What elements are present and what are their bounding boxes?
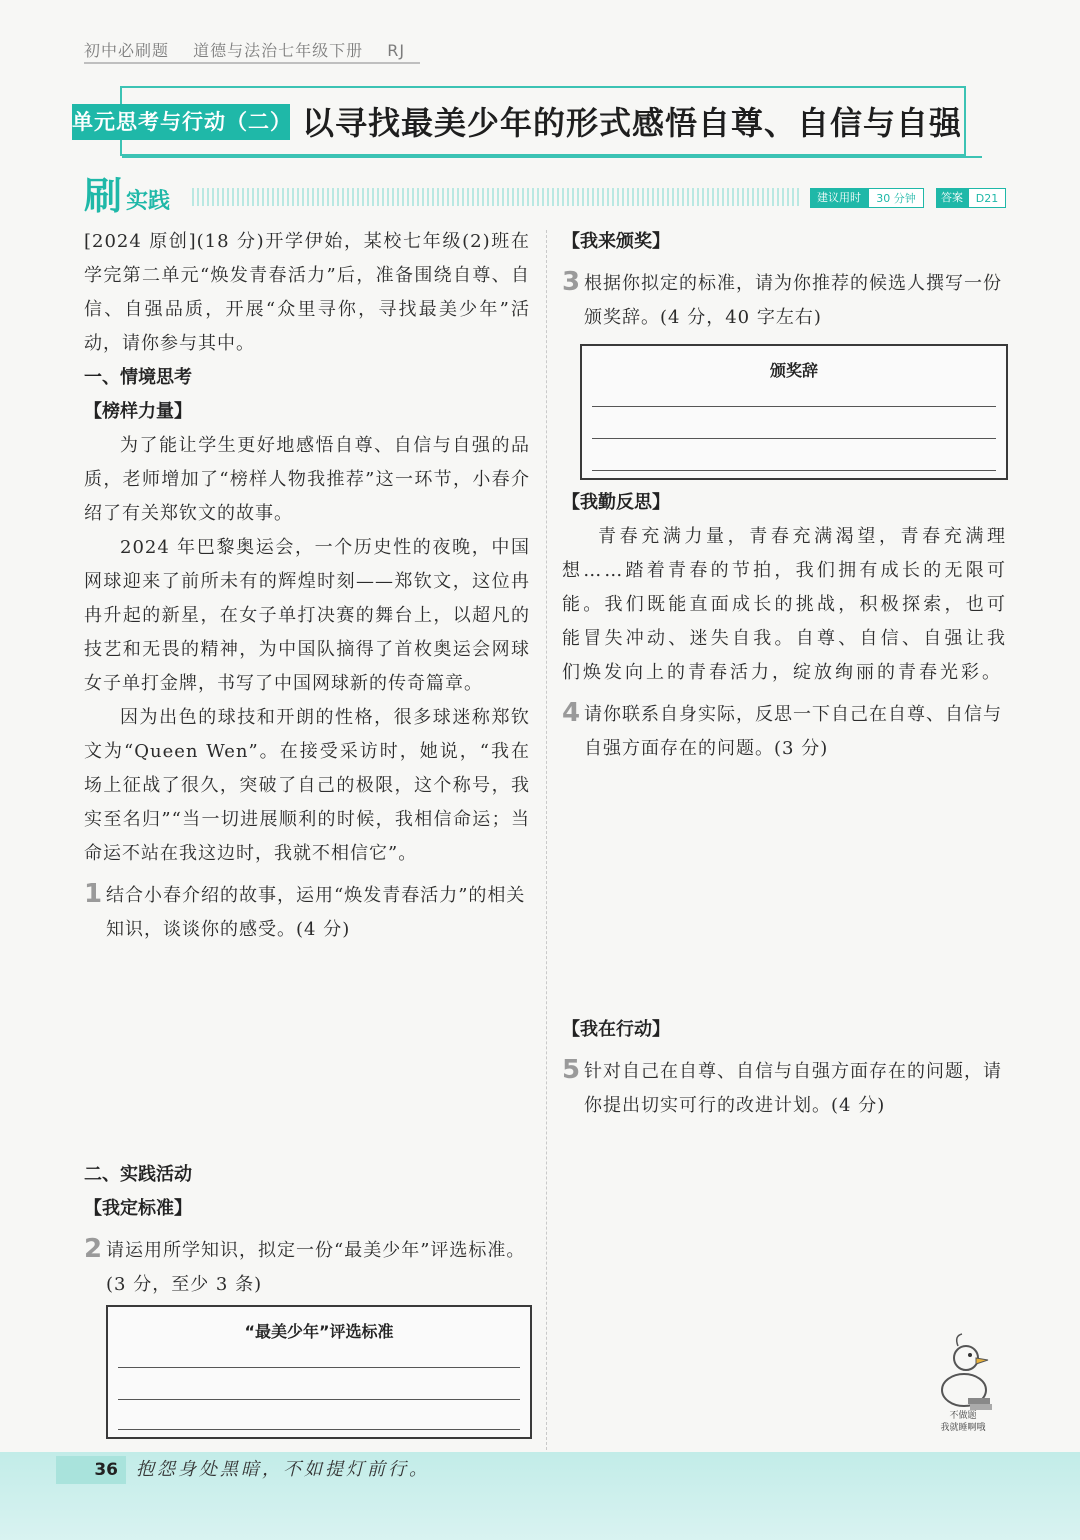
shua-logo-icon: 刷 (84, 174, 123, 218)
mascot-caption (918, 1410, 1008, 1434)
question-text: 请运用所学知识，拟定一份“最美少年”评选标准。(3 分，至少 3 条) (106, 1240, 526, 1295)
story-paragraph-1: 为了能让学生更好地感悟自尊、自信与自强的品质，老师增加了“榜样人物我推荐”这一环节，小春介绍了有关郑钦文的故事。 (84, 435, 530, 524)
right-column-top (562, 225, 1008, 335)
reflect-paragraph: 青春充满力量，青春充满渴望，青春充满理想……踏着青春的节拍，我们拥有成长的无限可能。我们既能直面成长的挑战，积极探索，也可能冒失冲动、迷失自我。自尊、自信、自强让我们焕发向上的青春活力，绽放绚丽的青春光彩。 (562, 526, 1008, 683)
part2-heading: 二、实践活动 (84, 1164, 192, 1185)
mascot-caption-line2: 我就睡啊哦 (940, 1423, 986, 1433)
subheading-set-standard: 【我定标准】 (84, 1198, 192, 1219)
page-title: 以寻找最美少年的形式感悟自尊、自信与自强 (302, 104, 963, 142)
intro-paragraph: [2024 原创](18 分)开学伊始，某校七年级(2)班在学完第二单元“焕发青春活力”后，准备围绕自尊、自信、自强品质，开展“众里寻你，寻找最美少年”活动，请你参与其中。 (84, 231, 530, 354)
question-number: 1 (84, 879, 103, 909)
award-speech-box[interactable] (580, 344, 1008, 480)
story-paragraph-2: 2024 年巴黎奥运会，一个历史性的夜晚，中国网球迎来了前所未有的辉煌时刻——郑钦文，这位冉冉升起的新星，在女子单打决赛的舞台上，以超凡的技艺和无畏的精神，为中国队摘得了首枚奥运会网球女子单打金牌，书写了中国网球新的传奇篇章。 (84, 537, 530, 694)
edition-code: RJ (387, 41, 406, 60)
subject-name: 道德与法治七年级下册 (193, 41, 364, 60)
question-number: 3 (562, 267, 581, 297)
question-1 (84, 879, 530, 947)
question-3 (562, 267, 1008, 335)
running-header (84, 38, 423, 61)
question-text: 根据你拟定的标准，请为你推荐的候选人撰写一份颁奖辞。(4 分，40 字左右) (584, 273, 1002, 328)
header-underline (84, 62, 420, 64)
answer-line (118, 1429, 520, 1430)
part1-heading: 一、情境思考 (84, 367, 192, 388)
answer-line (118, 1399, 520, 1400)
time-value: 30 分钟 (868, 188, 924, 208)
answer-line (592, 470, 996, 471)
subheading-role-model: 【榜样力量】 (84, 401, 192, 422)
question-4 (562, 698, 1008, 766)
right-column-bottom (562, 1013, 1008, 1123)
section-label: 实践 (126, 189, 171, 214)
answer-box-title: 颁奖辞 (769, 361, 818, 380)
footer-motto: 抱怨身处黑暗，不如提灯前行。 (136, 1459, 430, 1480)
answer-page: D21 (968, 188, 1006, 208)
answer-line (592, 438, 996, 439)
answer-box-title: “最美少年”评选标准 (244, 1322, 394, 1341)
unit-badge: 单元思考与行动（二） (72, 104, 290, 140)
left-column (84, 225, 530, 947)
duck-mascot-icon (928, 1328, 998, 1418)
mascot-caption-line1: 不做题 (949, 1411, 977, 1421)
page-number: 36 (56, 1456, 126, 1484)
answer-line (118, 1367, 520, 1368)
subheading-award: 【我来颁奖】 (562, 231, 670, 252)
series-name: 初中必刷题 (84, 41, 170, 60)
question-number: 4 (562, 698, 581, 728)
question-text: 结合小春介绍的故事，运用“焕发青春活力”的相关知识，谈谈你的感受。(4 分) (106, 885, 526, 940)
answer-tag: 答案 (936, 188, 968, 208)
right-column-middle (562, 486, 1008, 766)
question-2 (84, 1234, 530, 1302)
decorative-stripe (192, 188, 802, 206)
subheading-action: 【我在行动】 (562, 1019, 670, 1040)
column-divider (546, 230, 547, 1460)
subheading-reflect: 【我勤反思】 (562, 492, 670, 513)
standard-answer-box[interactable] (106, 1305, 532, 1439)
question-number: 5 (562, 1055, 581, 1085)
answer-line (592, 406, 996, 407)
story-paragraph-3: 因为出色的球技和开朗的性格，很多球迷称郑钦文为“Queen Wen”。在接受采访时，她说，“我在场上征战了很久，突破了自己的极限，这个称号，我实至名归”“当一切进展顺利的时候，我相信命运；当命运不站在我这边时，我就不相信它”。 (84, 707, 530, 864)
part2-block (84, 1158, 530, 1302)
question-text: 请你联系自身实际，反思一下自己在自尊、自信与自强方面存在的问题。(3 分) (584, 704, 1002, 759)
time-tag: 建议用时 (810, 188, 868, 208)
question-text: 针对自己在自尊、自信与自强方面存在的问题，请你提出切实可行的改进计划。(4 分) (584, 1061, 1002, 1116)
question-number: 2 (84, 1234, 103, 1264)
question-5 (562, 1055, 1008, 1123)
